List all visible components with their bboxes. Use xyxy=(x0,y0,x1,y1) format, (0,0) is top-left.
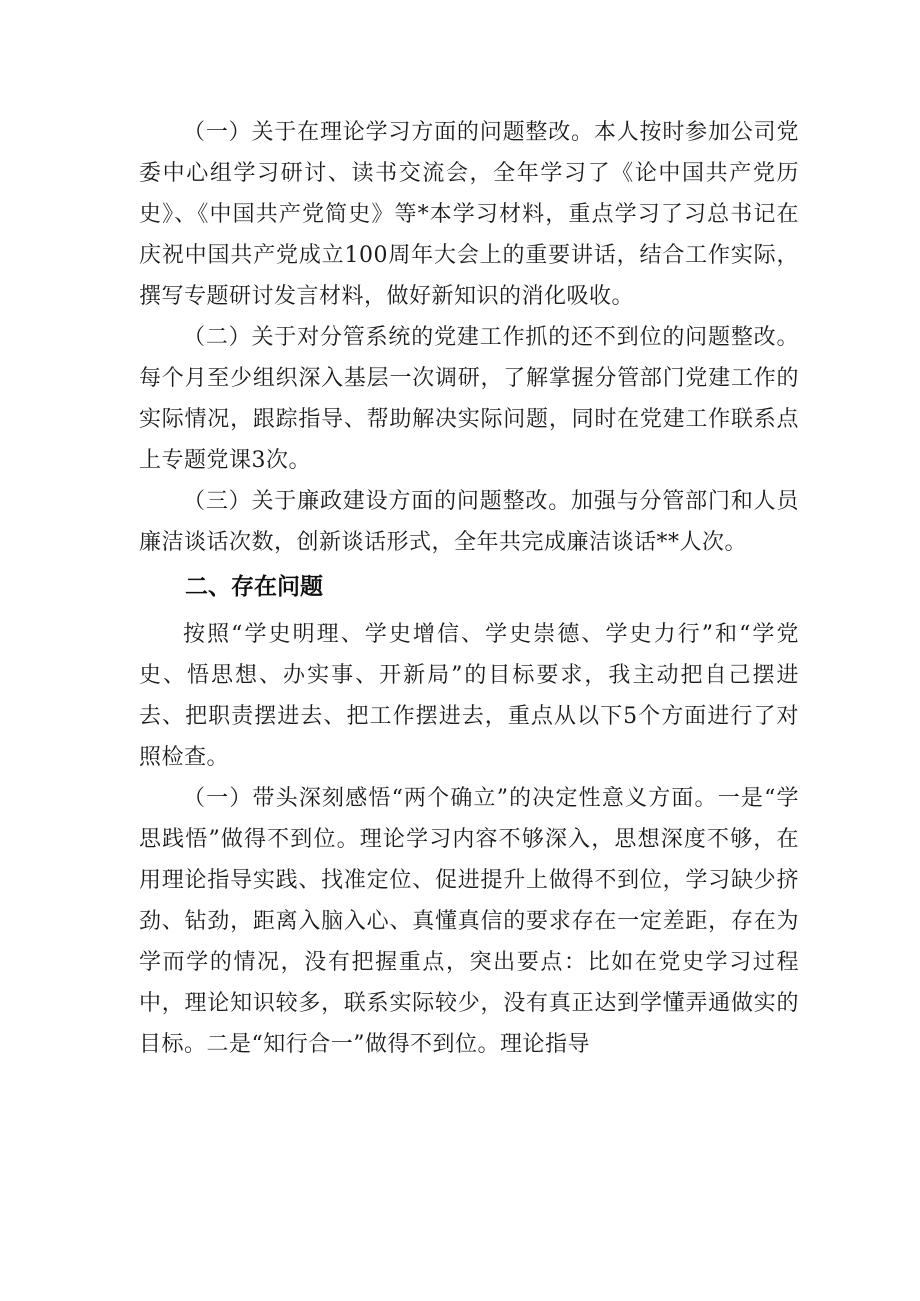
paragraph-rectification-party-building: （二）关于对分管系统的党建工作抓的还不到位的问题整改。每个月至少组织深入基层一次调研，了解掌握分管部门党建工作的实际情况，跟踪指导、帮助解决实际问题，同时在党建工作联系点上专题党课3次。 xyxy=(139,325,799,473)
paragraph-check-intro: 按照“学史明理、学史增信、学史崇德、学史力行”和“学党史、悟思想、办实事、开新局”的目标要求，我主动把自己摆进去、把职责摆进去、把工作摆进去，重点从以下5个方面进行了对照检查。 xyxy=(139,622,799,770)
paragraph-two-establishments: （一）带头深刻感悟“两个确立”的决定性意义方面。一是“学思践悟”做得不到位。理论学习内容不够深入，思想深度不够，在用理论指导实践、找准定位、促进提升上做得不到位，学习缺少挤劲、钻劲，距离入脑入心、真懂真信的要求存在一定差距，存在为学而学的情况，没有把握重点，突出要点：比如在党史学习过程中，理论知识较多，联系实际较少，没有真正达到学懂弄通做实的目标。二是“知行合一”做得不到位。理论指导 xyxy=(139,786,799,1057)
paragraph-rectification-integrity: （三）关于廉政建设方面的问题整改。加强与分管部门和人员廉洁谈话次数，创新谈话形式，全年共完成廉洁谈话**人次。 xyxy=(139,489,799,555)
paragraph-rectification-theory-study: （一）关于在理论学习方面的问题整改。本人按时参加公司党委中心组学习研讨、读书交流会，全年学习了《论中国共产党历史》、《中国共产党简史》等*本学习材料，重点学习了习总书记在庆祝中国共产党成立100周年大会上的重要讲话，结合工作实际，撰写专题研讨发言材料，做好新知识的消化吸收。 xyxy=(139,120,799,309)
document-body xyxy=(139,112,799,1065)
section-heading-existing-problems: 二、存在问题 xyxy=(185,574,323,600)
